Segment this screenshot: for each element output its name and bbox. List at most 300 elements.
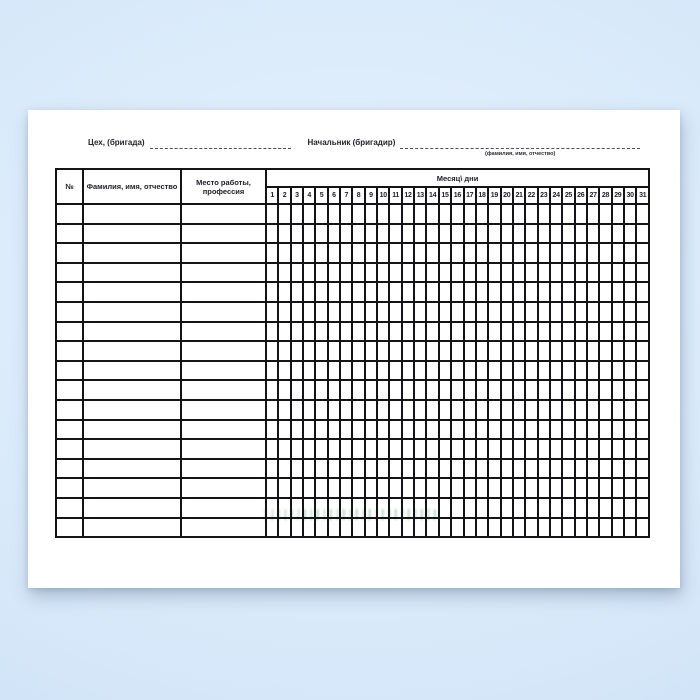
table-row <box>56 243 649 263</box>
cell-day <box>278 361 290 381</box>
cell-day <box>612 224 624 244</box>
cell-day <box>352 400 364 420</box>
cell-day <box>538 459 550 479</box>
cell-day <box>278 400 290 420</box>
day-number-20: 20 <box>501 187 513 204</box>
cell-day <box>389 478 401 498</box>
cell-day <box>488 204 500 224</box>
cell-day <box>538 263 550 283</box>
cell-day <box>439 302 451 322</box>
cell-day <box>599 380 611 400</box>
cell-day <box>599 478 611 498</box>
cell-day <box>587 478 599 498</box>
cell-day <box>402 361 414 381</box>
cell-day <box>439 282 451 302</box>
table-row <box>56 204 649 224</box>
cell-day <box>513 380 525 400</box>
cell-fullname <box>83 361 181 381</box>
cell-day <box>476 302 488 322</box>
cell-workplace <box>181 341 266 361</box>
cell-fullname <box>83 518 181 538</box>
cell-day <box>464 361 476 381</box>
cell-day <box>488 322 500 342</box>
cell-day <box>624 341 636 361</box>
day-number-11: 11 <box>389 187 401 204</box>
cell-day <box>328 263 340 283</box>
cell-day <box>624 518 636 538</box>
cell-day <box>402 263 414 283</box>
cell-day <box>365 361 377 381</box>
cell-day <box>402 439 414 459</box>
cell-day <box>377 302 389 322</box>
cell-day <box>587 224 599 244</box>
cell-day <box>451 243 463 263</box>
cell-day <box>426 263 438 283</box>
cell-day <box>414 224 426 244</box>
cell-day <box>426 302 438 322</box>
cell-day <box>587 204 599 224</box>
cell-day <box>266 341 278 361</box>
cell-workplace <box>181 498 266 518</box>
cell-day <box>377 282 389 302</box>
table-header-row <box>56 169 649 187</box>
cell-day <box>476 498 488 518</box>
cell-day <box>365 498 377 518</box>
cell-day <box>599 439 611 459</box>
cell-day <box>476 341 488 361</box>
cell-day <box>538 282 550 302</box>
cell-day <box>340 400 352 420</box>
cell-day <box>538 243 550 263</box>
cell-day <box>402 478 414 498</box>
cell-day <box>426 439 438 459</box>
cell-day <box>488 224 500 244</box>
cell-day <box>636 361 649 381</box>
table-row <box>56 322 649 342</box>
cell-number <box>56 243 83 263</box>
cell-day <box>525 361 537 381</box>
cell-day <box>612 361 624 381</box>
cell-day <box>266 459 278 479</box>
cell-fullname <box>83 322 181 342</box>
cell-day <box>352 380 364 400</box>
cell-day <box>389 420 401 440</box>
cell-day <box>451 498 463 518</box>
cell-day <box>389 498 401 518</box>
day-number-7: 7 <box>340 187 352 204</box>
cell-day <box>303 459 315 479</box>
cell-day <box>538 400 550 420</box>
cell-day <box>303 518 315 538</box>
cell-day <box>365 263 377 283</box>
cell-day <box>587 282 599 302</box>
cell-day <box>612 282 624 302</box>
cell-day <box>636 263 649 283</box>
cell-day <box>414 380 426 400</box>
cell-day <box>464 243 476 263</box>
cell-day <box>278 322 290 342</box>
cell-day <box>389 400 401 420</box>
cell-day <box>377 361 389 381</box>
cell-day <box>550 478 562 498</box>
cell-day <box>476 478 488 498</box>
cell-day <box>414 282 426 302</box>
cell-day <box>340 478 352 498</box>
cell-day <box>365 224 377 244</box>
cell-day <box>389 518 401 538</box>
cell-day <box>451 459 463 479</box>
cell-day <box>439 341 451 361</box>
cell-day <box>550 439 562 459</box>
cell-day <box>476 322 488 342</box>
cell-day <box>501 361 513 381</box>
cell-day <box>278 420 290 440</box>
cell-day <box>599 518 611 538</box>
cell-day <box>266 380 278 400</box>
cell-day <box>525 243 537 263</box>
cell-day <box>612 459 624 479</box>
cell-workplace <box>181 459 266 479</box>
day-number-3: 3 <box>291 187 303 204</box>
day-number-5: 5 <box>315 187 327 204</box>
cell-day <box>501 400 513 420</box>
cell-day <box>451 224 463 244</box>
cell-day <box>587 243 599 263</box>
cell-day <box>476 282 488 302</box>
cell-day <box>365 478 377 498</box>
day-number-19: 19 <box>488 187 500 204</box>
cell-day <box>291 282 303 302</box>
cell-day <box>266 518 278 538</box>
cell-workplace <box>181 282 266 302</box>
cell-fullname <box>83 243 181 263</box>
cell-day <box>266 302 278 322</box>
cell-day <box>377 459 389 479</box>
cell-day <box>501 439 513 459</box>
cell-day <box>636 224 649 244</box>
cell-day <box>303 420 315 440</box>
cell-day <box>525 498 537 518</box>
cell-day <box>550 204 562 224</box>
cell-day <box>587 361 599 381</box>
cell-day <box>538 380 550 400</box>
cell-day <box>624 204 636 224</box>
cell-day <box>414 204 426 224</box>
cell-day <box>464 400 476 420</box>
cell-day <box>575 204 587 224</box>
document-page <box>28 110 680 588</box>
cell-day <box>587 302 599 322</box>
cell-day <box>612 302 624 322</box>
cell-day <box>488 420 500 440</box>
cell-day <box>365 243 377 263</box>
cell-day <box>402 341 414 361</box>
cell-day <box>426 498 438 518</box>
cell-day <box>328 361 340 381</box>
cell-day <box>488 341 500 361</box>
table-row <box>56 361 649 381</box>
cell-day <box>365 341 377 361</box>
cell-day <box>439 322 451 342</box>
cell-day <box>575 439 587 459</box>
cell-day <box>624 478 636 498</box>
cell-day <box>501 420 513 440</box>
form-header <box>88 138 640 158</box>
table-row <box>56 380 649 400</box>
cell-day <box>315 263 327 283</box>
cell-workplace <box>181 478 266 498</box>
cell-day <box>550 243 562 263</box>
cell-day <box>278 459 290 479</box>
cell-day <box>451 478 463 498</box>
col-header-month-days: Месяц\ дни <box>266 169 649 187</box>
cell-day <box>266 224 278 244</box>
cell-day <box>266 282 278 302</box>
table-row <box>56 518 649 538</box>
cell-day <box>636 204 649 224</box>
cell-day <box>291 420 303 440</box>
cell-day <box>303 204 315 224</box>
cell-day <box>352 361 364 381</box>
cell-day <box>587 322 599 342</box>
cell-day <box>513 518 525 538</box>
cell-day <box>587 341 599 361</box>
cell-day <box>340 263 352 283</box>
cell-day <box>550 322 562 342</box>
cell-day <box>315 224 327 244</box>
cell-day <box>476 518 488 538</box>
cell-day <box>315 322 327 342</box>
cell-day <box>377 341 389 361</box>
cell-day <box>464 420 476 440</box>
day-number-27: 27 <box>587 187 599 204</box>
cell-day <box>439 380 451 400</box>
cell-day <box>340 361 352 381</box>
table-row <box>56 282 649 302</box>
cell-day <box>464 459 476 479</box>
chief-fill-line-wrap <box>400 138 640 158</box>
workshop-fill-line <box>150 138 291 149</box>
cell-day <box>340 439 352 459</box>
cell-day <box>377 380 389 400</box>
cell-day <box>278 498 290 518</box>
cell-fullname <box>83 204 181 224</box>
cell-day <box>488 400 500 420</box>
cell-day <box>538 518 550 538</box>
cell-day <box>575 341 587 361</box>
cell-day <box>352 302 364 322</box>
cell-day <box>377 498 389 518</box>
cell-day <box>402 400 414 420</box>
cell-day <box>389 459 401 479</box>
cell-day <box>488 439 500 459</box>
cell-day <box>414 322 426 342</box>
cell-day <box>266 322 278 342</box>
cell-day <box>525 518 537 538</box>
cell-day <box>550 459 562 479</box>
cell-day <box>501 322 513 342</box>
cell-day <box>266 420 278 440</box>
cell-day <box>389 380 401 400</box>
cell-day <box>624 439 636 459</box>
cell-day <box>575 400 587 420</box>
day-number-29: 29 <box>612 187 624 204</box>
cell-fullname <box>83 478 181 498</box>
cell-day <box>426 400 438 420</box>
cell-day <box>328 322 340 342</box>
cell-number <box>56 400 83 420</box>
cell-number <box>56 518 83 538</box>
cell-day <box>599 322 611 342</box>
cell-day <box>340 498 352 518</box>
cell-day <box>291 263 303 283</box>
cell-day <box>538 478 550 498</box>
cell-day <box>315 439 327 459</box>
cell-day <box>377 224 389 244</box>
cell-day <box>587 459 599 479</box>
cell-day <box>550 518 562 538</box>
cell-day <box>402 459 414 479</box>
cell-day <box>352 282 364 302</box>
cell-day <box>525 380 537 400</box>
cell-day <box>636 459 649 479</box>
cell-workplace <box>181 204 266 224</box>
cell-day <box>501 380 513 400</box>
cell-day <box>550 380 562 400</box>
day-number-21: 21 <box>513 187 525 204</box>
cell-day <box>266 204 278 224</box>
cell-day <box>340 282 352 302</box>
cell-day <box>451 361 463 381</box>
cell-day <box>562 420 574 440</box>
cell-day <box>414 498 426 518</box>
cell-day <box>414 341 426 361</box>
cell-day <box>599 361 611 381</box>
cell-day <box>291 518 303 538</box>
cell-fullname <box>83 341 181 361</box>
cell-day <box>414 361 426 381</box>
cell-day <box>513 263 525 283</box>
cell-day <box>451 518 463 538</box>
cell-day <box>612 498 624 518</box>
cell-day <box>612 322 624 342</box>
cell-day <box>451 204 463 224</box>
cell-day <box>513 302 525 322</box>
table-row <box>56 439 649 459</box>
cell-day <box>266 243 278 263</box>
cell-day <box>426 341 438 361</box>
cell-day <box>414 400 426 420</box>
cell-day <box>513 420 525 440</box>
day-number-22: 22 <box>525 187 537 204</box>
cell-day <box>315 282 327 302</box>
cell-day <box>402 243 414 263</box>
day-number-9: 9 <box>365 187 377 204</box>
cell-day <box>328 243 340 263</box>
day-number-25: 25 <box>562 187 574 204</box>
cell-day <box>402 322 414 342</box>
cell-day <box>402 224 414 244</box>
cell-day <box>414 478 426 498</box>
cell-day <box>377 420 389 440</box>
day-number-23: 23 <box>538 187 550 204</box>
cell-day <box>464 341 476 361</box>
cell-day <box>538 361 550 381</box>
cell-day <box>365 518 377 538</box>
cell-workplace <box>181 518 266 538</box>
cell-day <box>575 420 587 440</box>
cell-day <box>501 204 513 224</box>
cell-day <box>513 224 525 244</box>
cell-day <box>525 400 537 420</box>
cell-day <box>451 380 463 400</box>
cell-day <box>562 263 574 283</box>
cell-day <box>587 400 599 420</box>
cell-workplace <box>181 243 266 263</box>
cell-day <box>612 243 624 263</box>
cell-day <box>278 243 290 263</box>
cell-day <box>328 439 340 459</box>
cell-day <box>426 478 438 498</box>
table-row <box>56 341 649 361</box>
cell-day <box>525 263 537 283</box>
cell-day <box>291 498 303 518</box>
cell-day <box>513 322 525 342</box>
cell-day <box>315 243 327 263</box>
cell-day <box>377 439 389 459</box>
cell-day <box>513 243 525 263</box>
cell-fullname <box>83 282 181 302</box>
cell-day <box>389 282 401 302</box>
cell-day <box>636 400 649 420</box>
cell-day <box>389 341 401 361</box>
cell-day <box>315 478 327 498</box>
cell-day <box>291 400 303 420</box>
cell-day <box>365 439 377 459</box>
cell-day <box>389 243 401 263</box>
cell-day <box>340 243 352 263</box>
cell-day <box>624 224 636 244</box>
cell-day <box>439 518 451 538</box>
cell-day <box>303 224 315 244</box>
cell-day <box>365 400 377 420</box>
day-number-14: 14 <box>426 187 438 204</box>
cell-day <box>612 518 624 538</box>
cell-day <box>278 341 290 361</box>
cell-day <box>562 518 574 538</box>
cell-fullname <box>83 380 181 400</box>
cell-day <box>501 459 513 479</box>
cell-day <box>501 341 513 361</box>
cell-day <box>451 322 463 342</box>
cell-day <box>513 439 525 459</box>
cell-day <box>439 361 451 381</box>
cell-day <box>340 204 352 224</box>
day-number-24: 24 <box>550 187 562 204</box>
cell-day <box>525 420 537 440</box>
cell-day <box>278 439 290 459</box>
day-number-12: 12 <box>402 187 414 204</box>
cell-day <box>488 380 500 400</box>
cell-day <box>575 380 587 400</box>
cell-day <box>352 341 364 361</box>
day-number-26: 26 <box>575 187 587 204</box>
table-row <box>56 478 649 498</box>
table-row <box>56 263 649 283</box>
cell-day <box>575 322 587 342</box>
cell-day <box>624 282 636 302</box>
cell-day <box>303 400 315 420</box>
